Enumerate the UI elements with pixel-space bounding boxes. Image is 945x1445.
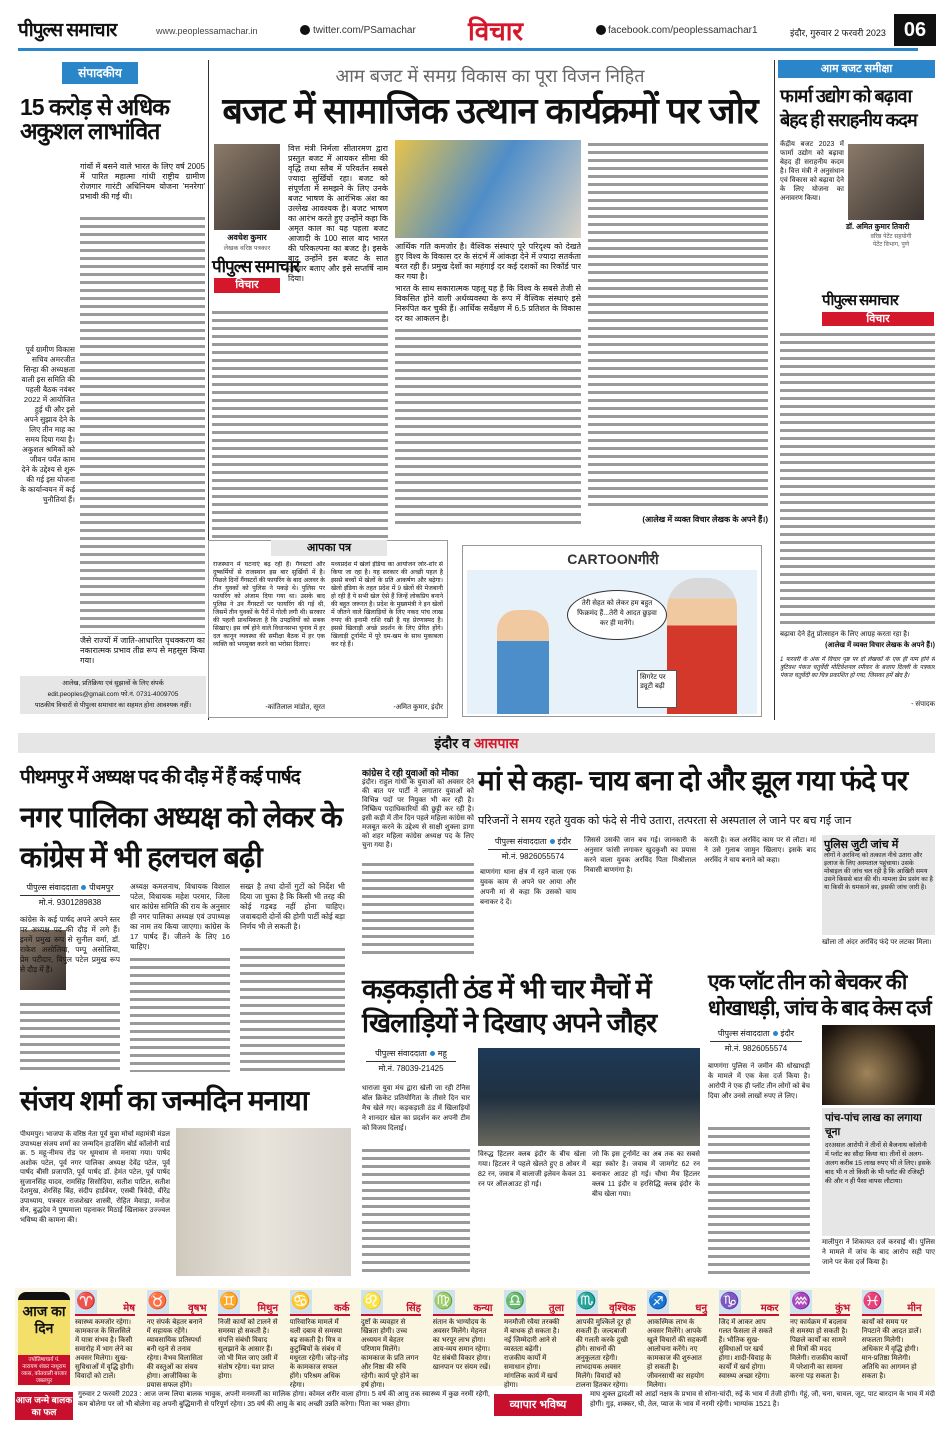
- birthday-body: पीथमपुर। भाजपा के वरिष्ठ नेता पूर्व युवा मोर्चा महामंत्री मंडल उपाध्यक्ष संजय शर्मा का जन्मदिन हाउसिंग बोर्ड कॉलोनी वार्ड क्र. 5 महू-नीमच रोड पर धूमधाम से मनाया गया। पार्षद अशोक पटेल, पूर्व नगर पालिका अध्यक्ष देवेंद्र पटेल, पूर्व पार्षद बीसी प्रजापति, पूर्व पार्षद डॉ. हेमंत पटेल, पूर्व पार्षद सुजानसिंह यादव, रामसिंह सिसोदिया, सतीश पाटिल, सतीश देशमुख, शेरसिंह बिंह, संदीप हार्डवेयर, एसबी त्रिवेदी, वीरेंद्र उपाध्याय, पत्रकार राजशेखर शास्त्री, रोहित मेवाड़ा, मनोज सेन, बुद्धदेव ने पुष्पमाला पहनाकर मिठाई खिलाकर उज्ज्वल भविष्य की कामना की।: [20, 1131, 170, 1224]
- sports-body-3: जो कि इस टूर्नामेंट का अब तक का सबसे बड़ा स्कोर है। जवाब में जामगेट 62 रन बनाकर आउट हो गई। चौथा मैच हिटलर क्लब 11 इंदौर व हरसिद्धि क्लब इंदौर के बीच खेला गया।: [592, 1151, 700, 1198]
- lead-disclaimer: (आलेख में व्यक्त विचार लेखक के अपने हैं।): [642, 515, 768, 524]
- section-title: विचार: [468, 16, 524, 46]
- pithampur-body-start: कांग्रेस के कई पार्षद अपने अपने स्तर पर अध्यक्ष पद की दौड़ में लगे हैं। इनमें प्रमुख रूप से सुनील वर्मा, डॉ. राकेश असोलिया, पम्पू असोलिया, प्रेम पटीदार, विपुल पटेल प्रमुख रूप से दौड़ में हैं।: [20, 915, 120, 974]
- local-section-band: [18, 733, 935, 753]
- website-link[interactable]: www.peoplessamachar.in: [156, 26, 258, 36]
- zodiac-sign: [290, 1290, 350, 1390]
- zodiac-sign-text: नए कार्यक्रम में बदलाव से समस्या हो सकती है। पिछले कार्यों का सामने से मित्रों की मदद मिलेगी। राजकीय कार्यों में परेशानी का सामना करना पड़ सकता है।: [790, 1319, 848, 1380]
- police-box-after: खोला तो अंदर अरविंद फंदे पर लटका मिला।: [822, 939, 932, 946]
- author-name: अवधेश कुमार: [227, 233, 267, 242]
- zodiac-sign: [862, 1290, 922, 1390]
- lead-section-badge: विचार: [214, 278, 280, 293]
- plot-box-title: पांच-पांच लाख का लगाया चूना: [825, 1112, 922, 1138]
- police-investigation-box: [822, 835, 935, 935]
- zodiac-sign-text: आकस्मिक लाभ के अवसर मिलेंगे। आपके खुले विचारों की सहकर्मी आलोचना करेंगे। नए कामकाज की शुरुआत हो सकती है। जीवनसाथी का सहयोग मिलेगा।: [647, 1319, 707, 1388]
- zodiac-sign-text: पारिवारिक मामले में चली दबाव से समस्या बढ़ सकती है। मित्र व कुटुम्बियों के संबंध में मधुरता रहेगी। जोड़-तोड़ के कामकाज सफल होंगे। परिश्रम अधिक रहेगा।: [289, 1319, 349, 1388]
- review-body-start: केंद्रीय बजट 2023 में फार्मा उद्योग को बढ़ावा बेहद ही सराहनीय कदम है। वित्त मंत्री ने अनुसंधान एवं विकास को बढ़ावा देने के लिए योजना का अनावरण किया।: [780, 141, 844, 202]
- plot-mobile: मो.नं. 9826055574: [724, 1044, 788, 1053]
- zodiac-sign-header: [647, 1290, 707, 1316]
- zodiac-glyph-icon: ♓: [862, 1290, 884, 1314]
- editorial-tag: संपादकीय: [62, 62, 138, 84]
- zodiac-sign-text: जिद में आकर आप गलत फैसला ले सकते हैं। भौतिक सुख-सुविधाओं पर खर्च होगा। शादी-विवाह के कार्यों में खर्च होगा। स्वास्थ्य अच्छा रहेगा।: [718, 1319, 773, 1380]
- editorial-footer: [20, 676, 206, 714]
- tea-headline: मां से कहा- चाय बना दो और झूल गया फंदे पर: [478, 765, 908, 796]
- twitter-icon: [300, 25, 310, 35]
- column-divider: [774, 60, 775, 720]
- zodiac-sign: [218, 1290, 278, 1390]
- plot-body: बाणगंगा पुलिस ने जमीन की धोखाधड़ी के मामले में एक केस दर्ज किया है। आरोपी ने एक ही प्लॉट तीन लोगों को बेच दिया और उनसे लाखों रुपए ले लिए।: [708, 1063, 810, 1100]
- author-photo: [214, 144, 280, 230]
- review-section-badge: विचार: [822, 312, 934, 326]
- police-box-title: पुलिस जुटी जांच में: [824, 839, 899, 851]
- review-body-end: बढ़ावा देने हेतु प्रोत्साहन के लिए आग्रह करता रहा है।: [780, 631, 910, 638]
- noose-photo: [822, 1025, 935, 1105]
- zodiac-sign-text: संतान के भाग्योदय के अवसर मिलेंगे। मेहनत का भरपूर लाभ होगा। आय-व्यय समान रहेगा। पेट संबंधी विकार होगा। खानपान पर संयम रखें।: [432, 1319, 491, 1371]
- zodiac-sign-name: तुला: [548, 1303, 564, 1314]
- zodiac-sign-header: [218, 1290, 278, 1316]
- editorial-headline: 15 करोड़ से अधिक अकुशल लाभांवित: [20, 94, 169, 145]
- editorial-pull-quote: पूर्व ग्रामीण विकास सचिव अमरजीत सिन्हा की अध्यक्षता वाली इस समिति की पहली बैठक नवंबर 2022 में आयोजित हुई थी और इसे अपने सुझाव देने के लिए तीन माह का समय दिया गया है। अकुशल श्रमिकों को जीवन पर्यंत काम देने के उद्देश्य से शुरू की गई इस योजना के कार्यान्वयन में कई चुनौतियां हैं।: [20, 345, 75, 504]
- page-number: 06: [894, 14, 936, 46]
- zodiac-sign-header: [504, 1290, 564, 1316]
- zodiac-glyph-icon: ♍: [433, 1290, 455, 1314]
- zodiac-sign-header: [147, 1290, 207, 1316]
- zodiac-sign-header: [862, 1290, 922, 1316]
- plot-byline: पीपुल्स संवाददाता इंदौर: [710, 1028, 802, 1042]
- pithampur-body-lines: [20, 1000, 120, 1072]
- editorial-body-end: जैसे राज्यों में जाति-आधारित पृथक्करण का नकारात्मक प्रभाव तीव्र रूप से महसूस किया गया।: [80, 636, 205, 665]
- zodiac-glyph-icon: ♊: [218, 1290, 240, 1314]
- review-headline: फार्मा उद्योग को बढ़ावा बेहद ही सराहनीय कदम: [780, 86, 917, 130]
- zodiac-sign-text: कार्यों को समय पर निपटाने की आदत डालें। सफलता मिलेगी। अधिकार में वृद्धि होगी। मान-प्रतिष्ठा मिलेगी। अतिथि का आगमन हो सकता है।: [861, 1319, 922, 1380]
- lead-body-lines: [588, 140, 768, 510]
- zodiac-sign-header: [576, 1290, 636, 1316]
- pithampur-body-lines: [130, 955, 230, 1072]
- pithampur-body-mid: अध्यक्ष कमलनाथ, विधायक विशाल पटेल, विधायक महेश परमार, जिला धार कांग्रेस समिति की राय के अनुसार ही नगर पालिका अध्यक्ष एवं उपाध्यक्ष का नाम तय किया जाएगा। कांग्रेस के 17 पार्षद हैं। जीतने के लिए 16 चाहिए।: [130, 882, 230, 951]
- pithampur-kicker: पीथमपुर में अध्यक्ष पद की दौड़ में हैं कई पार्षद: [20, 767, 300, 788]
- zodiac-sign-text: निजी कार्यों को टालने से समस्या हो सकती है। संपत्ति संबंधी विवाद सुलझाने के आसार हैं। जो भी मिल जाए उसी में संतोष रहेगा। यश प्राप्त होगा।: [218, 1319, 278, 1380]
- zodiac-glyph-icon: ♎: [504, 1290, 526, 1314]
- editorial-body-start: गांवों में बसने वाले भारत के लिए वर्ष 2005 में पारित महात्मा गांधी राष्ट्रीय ग्रामीण रोजगार गारंटी अधिनियम योजना 'मनरेगा' प्रभावी की गई थी।: [80, 162, 205, 201]
- masthead-rule: [18, 48, 918, 51]
- editorial-body-lines: [80, 214, 205, 634]
- zodiac-sign-name: मकर: [760, 1303, 779, 1314]
- zodiac-sign-name: कर्क: [334, 1303, 350, 1314]
- sports-headline: कड़कड़ाती ठंड में भी चार मैचों में खिलाड़ियों ने दिखाए अपने जौहर: [362, 974, 657, 1038]
- zodiac-sign-header: [290, 1290, 350, 1316]
- zodiac-sign-header: [790, 1290, 850, 1316]
- review-disclaimer: (आलेख में व्यक्त विचार लेखक के अपने हैं।): [825, 642, 935, 649]
- zodiac-sign-name: मेष: [123, 1303, 135, 1314]
- cartoon-newspaper: सिगरेट पर ड्यूटी बढ़ी: [637, 670, 677, 708]
- sports-body: धाराजा युवा मंच द्वारा खेली जा रही टेनिस बॉल क्रिकेट प्रतियोगिता के तीसरे दिन चार मैच खेले गए। कड़कड़ाती ठंड में खिलाड़ियों ने शानदार खेल का प्रदर्शन कर अपनी टीम को विजय दिलाई।: [362, 1085, 470, 1132]
- tea-body-3: करती है। कल अरविंद काम पर से लौटा। मां ने उसे गुलाब जामुन खिलाए। इसके बाद अरविंद ने चाय बनाने को कहा।: [704, 837, 816, 864]
- zodiac-sign-header: [75, 1290, 135, 1316]
- birth-label: आज जन्मे बालक का फल: [15, 1392, 73, 1420]
- cartoon-speech-bubble: तेरी सेहत को लेकर हम बहुत फिक्रमंद हैं...तेरी ये आदत छुड़वा कर ही मानेंगे।: [567, 590, 667, 640]
- zodiac-sign-header: [433, 1290, 493, 1316]
- pithampur-body-lines: [240, 945, 345, 1072]
- zodiac-glyph-icon: ♏: [576, 1290, 598, 1314]
- facebook-link[interactable]: facebook.com/peoplessamachar1: [596, 25, 758, 36]
- zodiac-sign: [790, 1290, 850, 1390]
- letters-box: [208, 540, 448, 718]
- band-text: इंदौर व: [434, 735, 470, 751]
- cartoon-man-figure: [497, 610, 549, 714]
- youth-body-lines: [362, 860, 474, 958]
- zodiac-sign: [647, 1290, 707, 1390]
- author-role: लेखक वरिष्ठ पत्रकार: [223, 245, 271, 252]
- astrologer-name: ज्योतिषाचार्य पं. नारायण शंकर नाथूराम व्यास, कोतवाली बाजार जबलपुर: [18, 1355, 70, 1385]
- dateline: इंदौर, गुरुवार 2 फरवरी 2023: [790, 28, 886, 38]
- finance-minister-photo: [395, 140, 581, 238]
- cartoon-title: CARTOONगीरी: [523, 550, 703, 569]
- footer-contact-label: आलेख, प्रतिक्रिया एवं सुझावों के लिए संपर्क: [62, 680, 164, 687]
- pithampur-byline: पीपुल्स संवाददाता पीथमपुर: [20, 882, 120, 896]
- review-logo: पीपुल्स समाचार: [822, 292, 898, 309]
- cartoon-woman-figure: [667, 578, 737, 714]
- zodiac-sign-header: [361, 1290, 421, 1316]
- birthday-photo: [176, 1128, 351, 1276]
- horoscope-title-box: [18, 1292, 70, 1384]
- tea-body-1: बाणगंगा थाना क्षेत्र में रहने वाला एक युवक काम से अपने घर आया और अपनी मां से कहा कि उसको चाय बनाकर दे दें।: [480, 869, 576, 906]
- birth-text: गुरुवार 2 फरवरी 2023 : आज जन्म लिया बालक भावुक, अपनी मनमर्जी का मालिक होगा। कोमल शरीर वाला होगा। 5 वर्ष की आयु तक स्वास्थ्य में कुछ नरमी रहेगी, कम बोलेगा पर जो भी बोलेगा वह अपनी बुद्धिमानी से परिपूर्ण रहेगा। 35 वर्ष की आयु के बाद अच्छी उन्नति करेगा। पिता का भक्त होगा।: [78, 1391, 490, 1408]
- lead-para-2: आर्थिक गति कमजोर है। वैश्विक संस्थाएं पूरे परिदृश्य को देखते हुए विश्व के विकास दर के संदर्भ में आंकड़ा देने में ज्यादा सतर्कता बरत रही हैं। प्रमुख देशों का महंगाई दर कई दशकों का रिकॉर्ड पार कर गया है।: [395, 242, 581, 281]
- zodiac-glyph-icon: ♋: [290, 1290, 312, 1314]
- zodiac-sign-name: मिथुन: [257, 1303, 278, 1314]
- lead-para-3: भारत के साथ सकारात्मक पहलू यह है कि विश्व के सबसे तेजी से विकसित होने वाली अर्थव्यवस्था के रूप में वैश्विक संस्थाएं इसे निरूपित कर चुकी हैं। आर्थिक सर्वेक्षण में 6.5 प्रतिशत के विकास दर का आकलन है।: [395, 284, 581, 323]
- tea-body-2: जिससे उसकी जान बच गई। जानकारी के अनुसार फांसी लगाकर खुदकुशी का प्रयास करने वाला युवक अरविंद पिता मिश्रीलाल निवासी बाणगंगा है।: [584, 837, 696, 874]
- sports-mobile: मो.नं. 78039-21425: [378, 1064, 444, 1073]
- cricket-match-photo: [478, 1048, 700, 1146]
- zodiac-sign: [433, 1290, 493, 1390]
- zodiac-sign-header: [719, 1290, 779, 1316]
- tea-mobile: मो.नं. 9826055574: [501, 852, 565, 861]
- plot-body-lines: [708, 1124, 810, 1276]
- lead-headline: बजट में सामाजिक उत्थान कार्यक्रमों पर जोर: [222, 90, 758, 131]
- zodiac-sign-text: दुष्टों के व्यवहार से खिन्नता होगी। उच्च अध्ययन में बेहतर परिणाम मिलेंगे। कामकाज के प्रति लगन और निष्ठा की रुचि रहेगी। कार्य पूरे होने का हर्ष होगा।: [361, 1319, 419, 1388]
- zodiac-glyph-icon: ♌: [361, 1290, 383, 1314]
- twitter-link[interactable]: twitter.com/PSamachar: [300, 25, 416, 36]
- zodiac-sign-text: आपकी मुश्किलें दूर हो सकती हैं। जल्दबाजी की गलती करके दुखी होंगे। साधनों की अनुकूलता रहेगी। लाभदायक अवसर मिलेंगे। विवादों को टालना हितकर रहेगा।: [575, 1319, 631, 1388]
- review-author-photo: [848, 144, 924, 220]
- footer-disclaimer: पाठकीय विचारों से पीपुल्स समाचार का सहमत होना आवश्यक नहीं।: [34, 702, 192, 709]
- band-highlight: आसपास: [473, 735, 519, 751]
- letter-2-author: -अमित कुमार, इंदौर: [393, 704, 443, 711]
- zodiac-glyph-icon: ♒: [790, 1290, 812, 1314]
- pithampur-headline: नगर पालिका अध्यक्ष को लेकर के कांग्रेस में भी हलचल बढ़ी: [20, 802, 343, 874]
- zodiac-glyph-icon: ♐: [647, 1290, 669, 1314]
- zodiac-sign-name: कुंभ: [835, 1303, 850, 1314]
- zodiac-sign-name: मीन: [907, 1303, 922, 1314]
- letter-1-author: -कांतिलाल मांडोत, सूरत: [265, 704, 325, 711]
- zodiac-sign-name: कन्या: [473, 1303, 493, 1314]
- pithampur-mobile: मो.नं. 9301289838: [38, 898, 102, 907]
- review-author-name: डॉ. अमित कुमार तिवारी: [846, 222, 910, 231]
- pithampur-body-right: सख्त है तथा दोनों गुटों को निर्देश भी दिया जा चुका है कि किसी भी तरह की कोई गड़बड़ नहीं होना चाहिए। जवाबदारी दोनों की होगी पार्टी कोई बड़ा निर्णय भी ले सकती है।: [240, 882, 345, 931]
- zodiac-sign-name: वृषभ: [188, 1303, 207, 1314]
- sports-body-lines: [362, 1146, 470, 1276]
- plot-box-body: दरअसल आरोपी ने तीनों से बैजनाथ कॉलोनी में प्लॉट का सौदा किया था। तीनों से अलग-अलग करीब 15 लाख रुपए भी ले लिए। इसके बाद भी न तो किसी के भी प्लॉट की रजिस्ट्री की और न ही पैसा वापस लौटाया।: [825, 1142, 931, 1185]
- zodiac-sign-text: नए संपर्क बेहतर बनाने में सहायक रहेंगे। व्यावसायिक प्रतिस्पर्धा बनी रहने से तनाव रहेगा। वैभव विलासिता की वस्तुओं का संचय होगा। आजीविका के प्रयास सफल होंगे।: [146, 1319, 203, 1388]
- zodiac-sign-name: वृश्चिक: [609, 1303, 636, 1314]
- zodiac-glyph-icon: ♉: [147, 1290, 169, 1314]
- cartoon-box: [462, 545, 762, 717]
- sports-byline: पीपुल्स संवाददाता महू: [366, 1048, 456, 1062]
- zodiac-sign: [147, 1290, 207, 1390]
- youth-headline: कांग्रेस दे रही युवाओं को मौका: [362, 768, 459, 778]
- business-label: व्यापार भविष्य: [494, 1394, 582, 1416]
- lead-para-1: वित्त मंत्री निर्मला सीतारमण द्वारा प्रस्तुत बजट में आयकर सीमा की वृद्धि तथा स्लैब में परिवर्तन सबसे ज्यादा सुर्खियों रहा। बजट को संपूर्णता में समझने के लिए उनके बजट भाषण के आरंभिक अंश का उल्लेख आवश्यक है। बजट भाषण का आरंभ करते हुए उन्होंने कहा कि अमृत काल का यह पहला बजट आजादी के 100 साल बाद भारत की परिकल्पना का बजट है। इसके बाद उन्होंने इस बजट के सात आधार बताए और इसे सप्तर्षि नाम दिया।: [288, 144, 388, 283]
- horoscope-section: [15, 1288, 935, 1386]
- zodiac-sign: [361, 1290, 421, 1390]
- plot-headline: एक प्लॉट तीन को बेचकर की धोखाधड़ी, जांच के बाद केस दर्ज: [708, 971, 931, 1020]
- lead-body-lines: [212, 308, 388, 538]
- zodiac-sign-name: सिंह: [406, 1303, 421, 1314]
- masthead-logo: पीपुल्स समाचार: [18, 20, 117, 41]
- masthead: [18, 12, 938, 50]
- plot-box-after: मालीपुरा ने शिकायत दर्ज करवाई थी। पुलिस ने मामले में जांच के बाद आरोप सही पाए जाने पर केस दर्ज किया है।: [822, 1239, 935, 1266]
- lead-body-lines: [395, 326, 581, 528]
- youth-body: इंदौर। राहुल गांधी के युवाओं को अवसर देने की बात पर पार्टी ने लगातार युवाओं को विभिन्न पदों पर नियुक्त भी कर रही है। निष्क्रिय पदाधिकारियों की छुट्टी कर रही है। इसी कड़ी में तीन दिन पहले महिला कांग्रेस को मजबूत करने के उद्देश्य से साक्षी शुक्ला डागा को शहर महिला कांग्रेस अध्यक्ष पद के लिए चुना गया है।: [362, 779, 474, 849]
- zodiac-glyph-icon: ♑: [719, 1290, 741, 1314]
- zodiac-sign-name: धनु: [695, 1303, 707, 1314]
- zodiac-glyph-icon: ♈: [75, 1290, 97, 1314]
- birthday-headline: संजय शर्मा का जन्मदिन मनाया: [20, 1085, 308, 1116]
- lead-kicker: आम बजट में समग्र विकास का पूरा विजन निहित: [335, 66, 645, 86]
- facebook-icon: [596, 25, 606, 35]
- review-body-lines: [780, 330, 935, 628]
- cartoon-illustration: [467, 570, 757, 714]
- review-tag: आम बजट समीक्षा: [778, 60, 935, 78]
- correction-signature: - संपादक: [911, 701, 935, 708]
- police-box-body: लोगों ने अरविन्द को तत्काल नीचे उतारा और इलाज के लिए अस्पताल पहुंचाया। उसके मोबाइल की जांच चल रही है कि आखिरी समय उसने किससे बात की थी। मामला प्रेम प्रसंग का है या किसी के धमकाने का, इसकी जांच जारी है।: [824, 852, 933, 891]
- letters-title: आपका पत्र: [271, 540, 387, 556]
- footer-email[interactable]: edit.peoples@gmail.com फो.नं. 0731-4009705: [47, 691, 179, 698]
- tea-byline: पीपुल्स संवाददाता इंदौर: [488, 836, 578, 850]
- zodiac-sign: [75, 1290, 135, 1390]
- sports-body-2: विरुद्ध हिटलर क्लब इंदौर के बीच खेला गया। हिटलर ने पहले खेलते हुए 8 ओवर में 82 रन, जवाब में बालाजी इलेवन केवल 31 रन पर ऑलआउट हो गई।: [478, 1151, 586, 1188]
- zodiac-sign-text: स्वास्थ्य कमजोर रहेगा। कामकाज के सिलसिले में यात्रा संभव है। किसी समारोह में भाग लेने का अवसर मिलेगा। सुख-सुविधाओं में वृद्धि होगी। विवादों को टालें।: [75, 1319, 134, 1380]
- tea-subhead: परिजनों ने समय रहते युवक को फंदे से नीचे उतारा, तत्परता से अस्पताल ले जाने पर बच गई जान: [478, 815, 852, 827]
- zodiac-sign: [504, 1290, 564, 1390]
- review-author-role: वरिष्ठ पेटेंट सहयोगी पेटेंट विभाग, पुणे: [870, 234, 912, 248]
- zodiac-sign-text: मनमौजी रवैया तरक्की में बाधक हो सकता है। नई जिम्मेदारी आने से व्यस्तता बढ़ेगी। राजकीय कार्यों में समाधान होगा। मांगलिक कार्य में खर्च होगा।: [504, 1319, 560, 1388]
- letter-1: राजस्थान में घटनाएं बढ़ रही हैं। गैंगस्टरों और दुष्कर्मियों से राजस्थान इस बार सुर्खियों में है। पिछले दिनों गैंगस्टरों की फायरिंग के बाद अलवर के तीन युवकों को पुलिस ने पकड़े थे। पुलिस पर फायरिंग को अंजाम दिया गया था। उसके बाद पुलिस ने उन गैंगस्टरों पर फायरिंग की गई थी, जिसमें तीन युवकों के पैरों में गोली लगी थी। सरकार की पहली प्राथमिकता है कि उपद्रवियों को सबक सिखाए। इस वर्ष होने वाले विधानसभा चुनाव में हर दल कानून व्यवस्था की समीक्षा बैठक में हर एक व्यक्ति को भयमुक्त करने का भरोसा दिलाए।: [213, 561, 325, 648]
- zodiac-signs: [75, 1290, 935, 1386]
- horoscope-title: आज का दिन: [22, 1303, 66, 1336]
- plot-fraud-box: [822, 1108, 935, 1236]
- lead-logo: पीपुल्स समाचार: [212, 257, 300, 276]
- zodiac-sign: [719, 1290, 779, 1390]
- letter-2: मध्यप्रदेश में खेलो इंडिया का आयोजन जोर-शोर से किया जा रहा है। यह सरकार की अच्छी पहल है इससे बच्चों में खेलों के प्रति आकर्षण और बढ़ेगा। खेलो इंडिया के तहत प्रदेश में 9 खेलों की मेजबानी हो रही है ये सभी खेल ऐसे हैं जिन्हें लोकप्रिय बनाने की बहुत जरूरत है। प्रदेश के मुख्यमंत्री ने इन खेलों में जीतने वाले खिलाड़ियों के लिए नकद पांच लाख रुपए की इनामी राशि रखी है यह प्रेरणास्पद है। इससे खिलाड़ी अच्छे प्रदर्शन के लिए प्रेरित होंगे। खिलाड़ी टूर्नामेंट में पूरे दम-खम के साथ मुकाबला कर रहे हैं।: [331, 561, 443, 648]
- business-text: माघ शुक्ल द्वादशी को आर्द्रा नक्षत्र के प्रभाव से सोना-चांदी, रुई के भाव में तेजी होगी। गेहूं, जौ, चना, चावल, जूट, पाट बारदान के भाव में मंदी होगी। गुड़, शक्कर, घी, तेल, प्याज के भाव में नरमी रहेगी। भाग्यांक 1521 है।: [590, 1391, 935, 1408]
- zodiac-sign: [576, 1290, 636, 1390]
- correction-note: 1 फरवरी के अंक में विचार पृष्ठ पर दो लेखकों के एक ही नाम होने से त्रुटिवश पंकज चतुर्वेदी मोटिवेशनल स्पीकर के बजाय दिल्ली के पत्रकार पंकज चतुर्वेदी का चित्र प्रकाशित हो गया, जिसका हमें खेद है।: [780, 657, 935, 679]
